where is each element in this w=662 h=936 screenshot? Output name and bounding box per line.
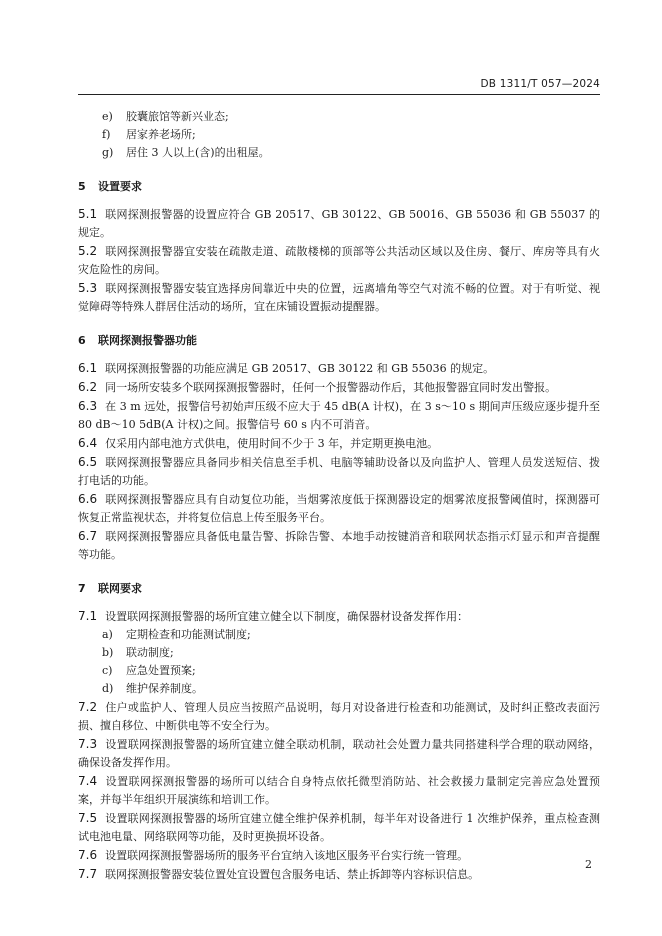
list-item bbox=[78, 626, 600, 644]
clause-7-4: 7.4 设置联网探测报警器的场所可以结合自身特点依托微型消防站、社会救援力量制定完善应急处置预案，并每半年组织开展演练和培训工作。 bbox=[78, 774, 600, 806]
list-text: 居家养老场所; bbox=[126, 128, 196, 141]
clause-6-7: 6.7 联网探测报警器应具备低电量告警、拆除告警、本地手动按键消音和联网状态指示灯显示和声音提醒等功能。 bbox=[78, 529, 600, 561]
clause-6-3: 6.3 在 3 m 远处，报警信号初始声压级不应大于 45 dB(A 计权)，在 3 s～10 s 期间声压级应逐步提升至 80 dB～10 5dB(A 计权)之间。报警信号 60 s 内不可消音。 bbox=[78, 399, 600, 431]
list-item bbox=[78, 662, 600, 680]
list-text: 定期检查和功能测试制度; bbox=[126, 628, 251, 641]
list-marker: d) bbox=[102, 682, 114, 695]
page-header bbox=[78, 78, 600, 95]
clause-7-6: 7.6 设置联网探测报警器场所的服务平台宜纳入该地区服务平台实行统一管理。 bbox=[78, 848, 469, 862]
list-marker: f) bbox=[102, 128, 111, 141]
clause-6-1: 6.1 联网探测报警器的功能应满足 GB 20517、GB 30122 和 GB 55036 的规定。 bbox=[78, 361, 495, 375]
list-item bbox=[78, 644, 600, 662]
list-text: 居住 3 人以上(含)的出租屋。 bbox=[126, 146, 270, 159]
clause-6-2: 6.2 同一场所安装多个联网探测报警器时，任何一个报警器动作后，其他报警器宜同时发出警报。 bbox=[78, 380, 557, 394]
page-number: 2 bbox=[585, 858, 592, 871]
section-6-heading: 6 联网探测报警器功能 bbox=[78, 334, 197, 347]
clause-7-3: 7.3 设置联网探测报警器的场所宜建立健全联动机制，联动社会处置力量共同搭建科学合理的联动网络，确保设备发挥作用。 bbox=[78, 737, 600, 769]
list-7-1 bbox=[78, 626, 600, 698]
list-marker: c) bbox=[102, 664, 113, 677]
list-text: 联动制度; bbox=[126, 646, 174, 659]
clause-6-5: 6.5 联网探测报警器应具备同步相关信息至手机、电脑等辅助设备以及向监护人、管理人员发送短信、拨打电话的功能。 bbox=[78, 455, 600, 487]
list-continued bbox=[78, 108, 600, 162]
list-marker: a) bbox=[102, 628, 113, 641]
clause-7-1: 7.1 设置联网探测报警器的场所宜建立健全以下制度，确保器材设备发挥作用： bbox=[78, 609, 469, 623]
section-5-heading: 5 设置要求 bbox=[78, 180, 142, 193]
clause-7-2: 7.2 住户或监护人、管理人员应当按照产品说明，每月对设备进行检查和功能测试，及时纠正整改表面污损、擅自移位、中断供电等不安全行为。 bbox=[78, 700, 600, 732]
list-text: 胶囊旅馆等新兴业态; bbox=[126, 110, 229, 123]
list-marker: g) bbox=[102, 146, 114, 159]
clause-7-5: 7.5 设置联网探测报警器的场所宜建立健全维护保养机制，每半年对设备进行 1 次维护保养，重点检查测试电池电量、网络联网等功能，及时更换损坏设备。 bbox=[78, 811, 600, 843]
list-item bbox=[78, 144, 600, 162]
document-body bbox=[78, 100, 600, 884]
list-text: 维护保养制度。 bbox=[126, 682, 203, 695]
clause-5-3: 5.3 联网探测报警器安装宜选择房间靠近中央的位置，远离墙角等空气对流不畅的位置。对于有听觉、视觉障碍等特殊人群居住活动的场所，宜在床铺设置振动提醒器。 bbox=[78, 281, 600, 313]
clause-6-6: 6.6 联网探测报警器应具有自动复位功能，当烟雾浓度低于探测器设定的烟雾浓度报警阈值时，探测器可恢复正常监视状态，并将复位信息上传至服务平台。 bbox=[78, 492, 600, 524]
list-item bbox=[78, 108, 600, 126]
section-7-heading: 7 联网要求 bbox=[78, 582, 142, 595]
clause-5-2: 5.2 联网探测报警器宜安装在疏散走道、疏散楼梯的顶部等公共活动区域以及住房、餐厅、库房等具有火灾危险性的房间。 bbox=[78, 244, 600, 276]
list-text: 应急处置预案; bbox=[126, 664, 196, 677]
list-marker: e) bbox=[102, 110, 113, 123]
list-item bbox=[78, 680, 600, 698]
list-marker: b) bbox=[102, 646, 114, 659]
clause-5-1: 5.1 联网探测报警器的设置应符合 GB 20517、GB 30122、GB 50016、GB 55036 和 GB 55037 的规定。 bbox=[78, 207, 600, 239]
document-id: DB 1311/T 057—2024 bbox=[480, 78, 600, 90]
clause-7-7: 7.7 联网探测报警器安装位置处宜设置包含服务电话、禁止拆卸等内容标识信息。 bbox=[78, 867, 480, 881]
list-item bbox=[78, 126, 600, 144]
clause-6-4: 6.4 仅采用内部电池方式供电，使用时间不少于 3 年，并定期更换电池。 bbox=[78, 436, 439, 450]
